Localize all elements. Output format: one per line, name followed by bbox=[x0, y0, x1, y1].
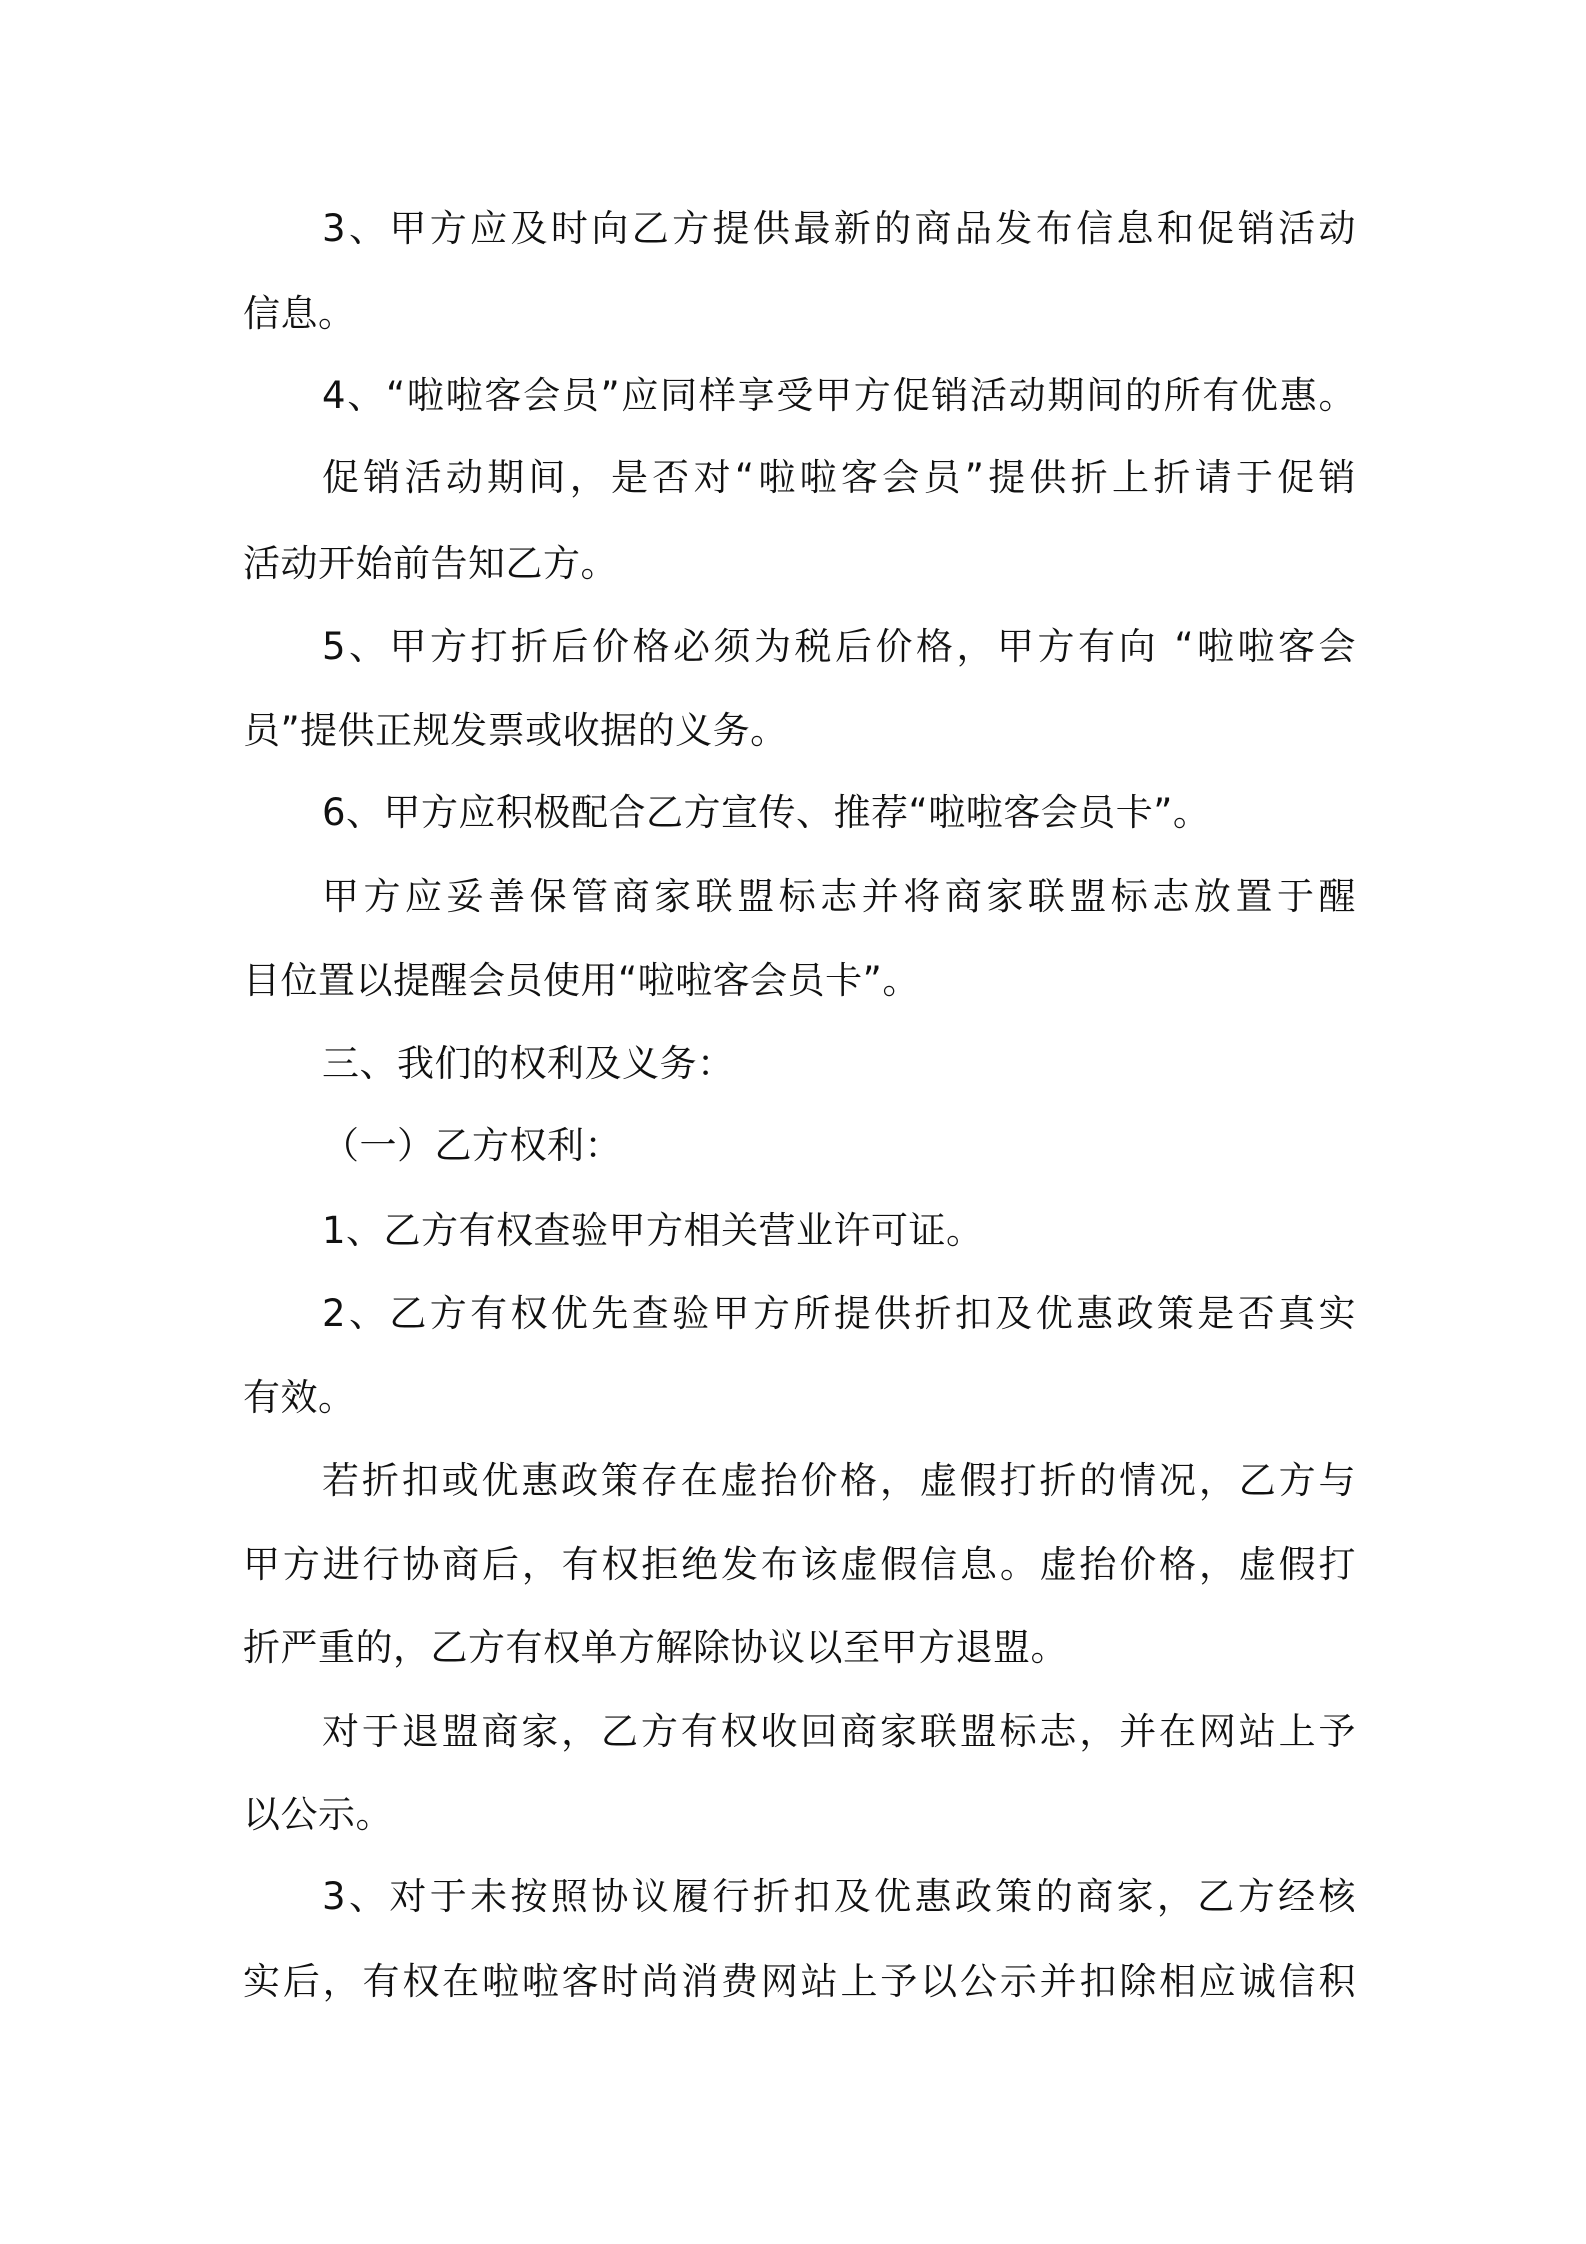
paragraph-line: 促销活动期间，是否对“啦啦客会员”提供折上折请于促销 bbox=[322, 456, 1356, 499]
paragraph-line: 3、甲方应及时向乙方提供最新的商品发布信息和促销活动 bbox=[322, 207, 1356, 250]
paragraph-line: 员”提供正规发票或收据的义务。 bbox=[243, 709, 788, 752]
paragraph-line: 2、乙方有权优先查验甲方所提供折扣及优惠政策是否真实 bbox=[322, 1292, 1356, 1335]
paragraph-line: 折严重的，乙方有权单方解除协议以至甲方退盟。 bbox=[243, 1626, 1068, 1669]
paragraph-line: 4、“啦啦客会员”应同样享受甲方促销活动期间的所有优惠。 bbox=[322, 374, 1356, 417]
paragraph-line: 活动开始前告知乙方。 bbox=[243, 542, 618, 585]
paragraph-line: 信息。 bbox=[243, 292, 356, 335]
paragraph-line: 3、对于未按照协议履行折扣及优惠政策的商家，乙方经核 bbox=[322, 1875, 1356, 1918]
section-heading: 三、我们的权利及义务： bbox=[322, 1042, 735, 1085]
subsection-heading: （一）乙方权利： bbox=[322, 1124, 622, 1167]
paragraph-line: 甲方应妥善保管商家联盟标志并将商家联盟标志放置于醒 bbox=[322, 875, 1356, 918]
paragraph-line: 目位置以提醒会员使用“啦啦客会员卡”。 bbox=[243, 959, 920, 1002]
paragraph-line: 5、甲方打折后价格必须为税后价格，甲方有向 “啦啦客会 bbox=[322, 625, 1356, 668]
paragraph-line: 1、乙方有权查验甲方相关营业许可证。 bbox=[322, 1209, 984, 1252]
paragraph-line: 有效。 bbox=[243, 1376, 356, 1419]
paragraph-line: 实后，有权在啦啦客时尚消费网站上予以公示并扣除相应诚信积 bbox=[243, 1960, 1356, 2003]
paragraph-line: 若折扣或优惠政策存在虚抬价格，虚假打折的情况，乙方与 bbox=[322, 1459, 1356, 1502]
paragraph-line: 甲方进行协商后，有权拒绝发布该虚假信息。虚抬价格，虚假打 bbox=[243, 1543, 1356, 1586]
paragraph-line: 6、甲方应积极配合乙方宣传、推荐“啦啦客会员卡”。 bbox=[322, 791, 1211, 834]
paragraph-line: 对于退盟商家，乙方有权收回商家联盟标志，并在网站上予 bbox=[322, 1710, 1356, 1753]
paragraph-line: 以公示。 bbox=[243, 1793, 393, 1836]
